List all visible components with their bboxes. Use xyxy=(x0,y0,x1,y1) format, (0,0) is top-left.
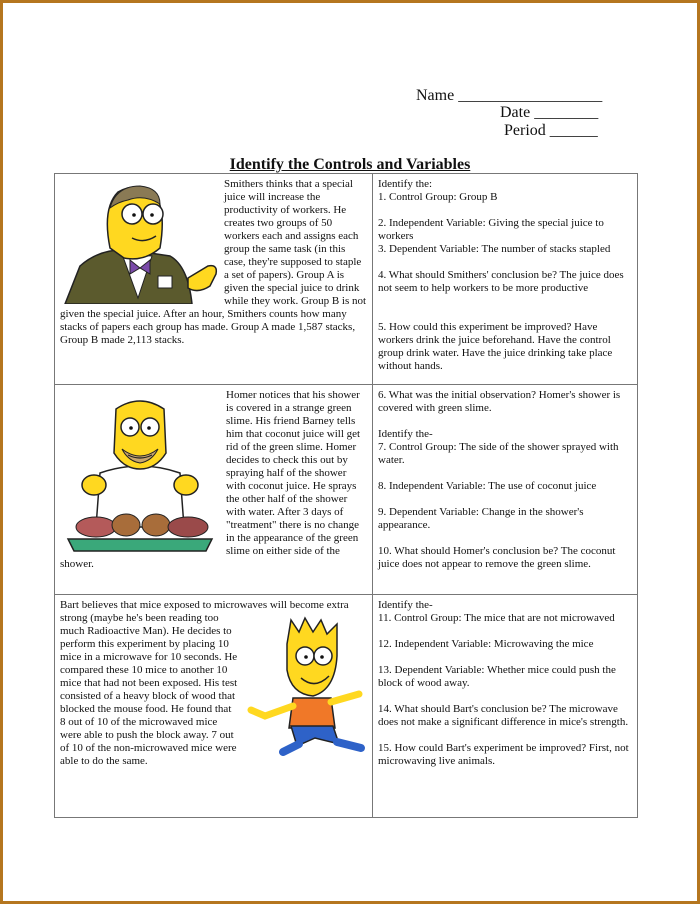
table-row xyxy=(55,174,638,385)
identify-heading: Identify the- xyxy=(378,428,433,440)
control-group-answer: 11. Control Group: The mice that are not microwaved xyxy=(378,612,615,624)
control-group-answer: 7. Control Group: The side of the shower sprayed with water. xyxy=(378,441,619,466)
bart-illustration xyxy=(243,616,371,756)
worksheet-title: Identify the Controls and Variables xyxy=(229,156,471,173)
worksheet-table xyxy=(54,173,638,818)
scenario-cell-homer xyxy=(55,385,373,595)
answers-cell-smithers xyxy=(373,174,638,385)
conclusion-answer: 10. What should Homer's conclusion be? The coconut juice does not appear to remove the green slime. xyxy=(378,545,616,570)
scenario-text: strong (maybe he's been reading too much Radioactive Man). He decides to perform this experiment by placing 10 mice in a microwave for 10 seconds. He compared these 10 mice to another 10 mice that had not been exposed. His test consisted of a heavy block of wood that blocked the mouse food. He found that 8 out of 10 of the microwaved mice were able to push the block away. 7 out of 10 of the non-microwaved mice were able to do the same. xyxy=(60,612,238,767)
identify-heading: Identify the: xyxy=(378,178,433,190)
control-group-answer: 1. Control Group: Group B xyxy=(378,191,498,203)
independent-variable-answer: 2. Independent Variable: Giving the special juice to workers xyxy=(378,217,604,242)
independent-variable-answer: 8. Independent Variable: The use of coconut juice xyxy=(378,480,597,492)
homer-illustration xyxy=(60,389,220,555)
answers-cell-bart xyxy=(373,595,638,818)
period-field: Period ______ xyxy=(504,122,598,139)
name-field: Name __________________ xyxy=(416,87,603,104)
dependent-variable-answer: 13. Dependent Variable: Whether mice could push the block of wood away. xyxy=(378,664,616,689)
answers-cell-homer xyxy=(373,385,638,595)
scenario-cell-smithers xyxy=(55,174,373,385)
observation-answer: 6. What was the initial observation? Homer's shower is covered with green slime. xyxy=(378,389,621,414)
conclusion-answer: 4. What should Smithers' conclusion be? The juice does not seem to help workers to be more productive xyxy=(378,269,624,294)
improvement-answer: 5. How could this experiment be improved? Have workers drink the juice beforehand. Have the control group drink water. Have the juice drinking take place without hands. xyxy=(378,321,613,372)
scenario-text: Homer notices that his shower is covered in a strange green slime. His friend Barney tells him that coconut juice will get rid of the green slime. Homer decides to check this out by spraying half of the shower with coconut juice. He sprays the other half of the shower with water. After 3 days of "treatment" there is no change in the appearance of the green slime on either side of the shower. xyxy=(60,389,361,570)
smithers-illustration xyxy=(60,178,218,304)
table-row xyxy=(55,385,638,595)
conclusion-answer: 14. What should Bart's conclusion be? The microwave does not make a significant difference in mice's strength. xyxy=(378,703,629,728)
scenario-cell-bart xyxy=(55,595,373,818)
identify-heading: Identify the- xyxy=(378,599,433,611)
improvement-answer: 15. How could Bart's experiment be improved? First, not microwaving live animals. xyxy=(378,742,629,767)
table-row xyxy=(55,595,638,818)
independent-variable-answer: 12. Independent Variable: Microwaving the mice xyxy=(378,638,594,650)
dependent-variable-answer: 9. Dependent Variable: Change in the shower's appearance. xyxy=(378,506,584,531)
scenario-text-top: Bart believes that mice exposed to microwaves will become extra xyxy=(60,599,349,611)
dependent-variable-answer: 3. Dependent Variable: The number of stacks stapled xyxy=(378,243,611,255)
date-field: Date ________ xyxy=(500,104,599,121)
scenario-text: Smithers thinks that a special juice will increase the productivity of workers. He creates two groups of 50 workers each and assigns each group the same task (in this case, they're supposed to staple a set of papers). Group A is given the special juice to drink while they work. Group B is not given the special juice. After an hour, Smithers counts how many stacks of papers each group has made. Group A made 1,587 stacks, Group B made 2,113 stacks. xyxy=(60,178,367,346)
